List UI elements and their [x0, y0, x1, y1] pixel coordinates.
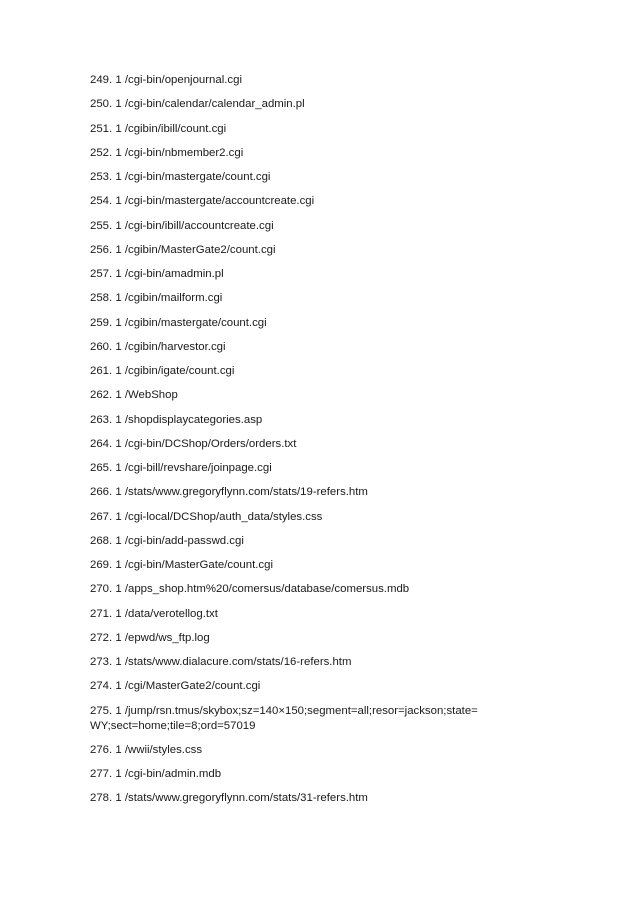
log-entry: 276. 1 /wwii/styles.css — [90, 743, 203, 756]
log-entry: 262. 1 /WebShop — [90, 389, 178, 402]
log-entry: 264. 1 /cgi-bin/DCShop/Orders/orders.txt — [90, 437, 297, 450]
log-entry: 249. 1 /cgi-bin/openjournal.cgi — [90, 74, 242, 86]
log-entry: 272. 1 /epwd/ws_ftp.log — [90, 631, 210, 644]
log-entry: 273. 1 /stats/www.dialacure.com/stats/16-refers.htm — [90, 656, 352, 668]
log-entry: 259. 1 /cgibin/mastergate/count.cgi — [90, 316, 267, 329]
log-entry: 278. 1 /stats/www.gregoryflynn.com/stats/31-refers.htm — [90, 792, 368, 805]
log-entry: 261. 1 /cgibin/igate/count.cgi — [90, 365, 235, 377]
log-entry: 252. 1 /cgi-bin/nbmember2.cgi — [90, 146, 244, 159]
log-entry: 265. 1 /cgi-bill/revshare/joinpage.cgi — [90, 462, 272, 474]
log-entry: 263. 1 /shopdisplaycategories.asp — [90, 413, 263, 426]
log-entry: 271. 1 /data/verotellog.txt — [90, 607, 218, 620]
log-entry: 270. 1 /apps_shop.htm%20/comersus/database/comersus.mdb — [90, 583, 410, 596]
log-entry: 255. 1 /cgi-bin/ibill/accountcreate.cgi — [90, 219, 274, 232]
log-entry: 258. 1 /cgibin/mailform.cgi — [90, 292, 223, 305]
log-entry: 257. 1 /cgi-bin/amadmin.pl — [90, 268, 224, 280]
log-entry: 253. 1 /cgi-bin/mastergate/count.cgi — [90, 171, 271, 183]
log-entry: 250. 1 /cgi-bin/calendar/calendar_admin.pl — [90, 98, 305, 111]
log-entry: 256. 1 /cgibin/MasterGate2/count.cgi — [90, 243, 276, 256]
log-entry: 254. 1 /cgi-bin/mastergate/accountcreate.cgi — [90, 195, 315, 208]
log-entry: 251. 1 /cgibin/ibill/count.cgi — [90, 122, 227, 135]
log-entry: 266. 1 /stats/www.gregoryflynn.com/stats/19-refers.htm — [90, 486, 368, 499]
log-entry: 267. 1 /cgi-local/DCShop/auth_data/styles.css — [90, 510, 323, 523]
log-entry: 260. 1 /cgibin/harvestor.cgi — [90, 340, 226, 353]
log-entry-list — [90, 73, 560, 816]
log-entry: 274. 1 /cgi/MasterGate2/count.cgi — [90, 680, 261, 693]
log-entry: 269. 1 /cgi-bin/MasterGate/count.cgi — [90, 559, 273, 571]
log-entry: 275. 1 /jump/rsn.tmus/skybox;sz=140×150;segment=all;resor=jackson;state= WY;sect=home;tile=8;ord=57019 — [90, 704, 478, 732]
log-entry: 268. 1 /cgi-bin/add-passwd.cgi — [90, 534, 244, 547]
log-entry: 277. 1 /cgi-bin/admin.mdb — [90, 768, 222, 780]
